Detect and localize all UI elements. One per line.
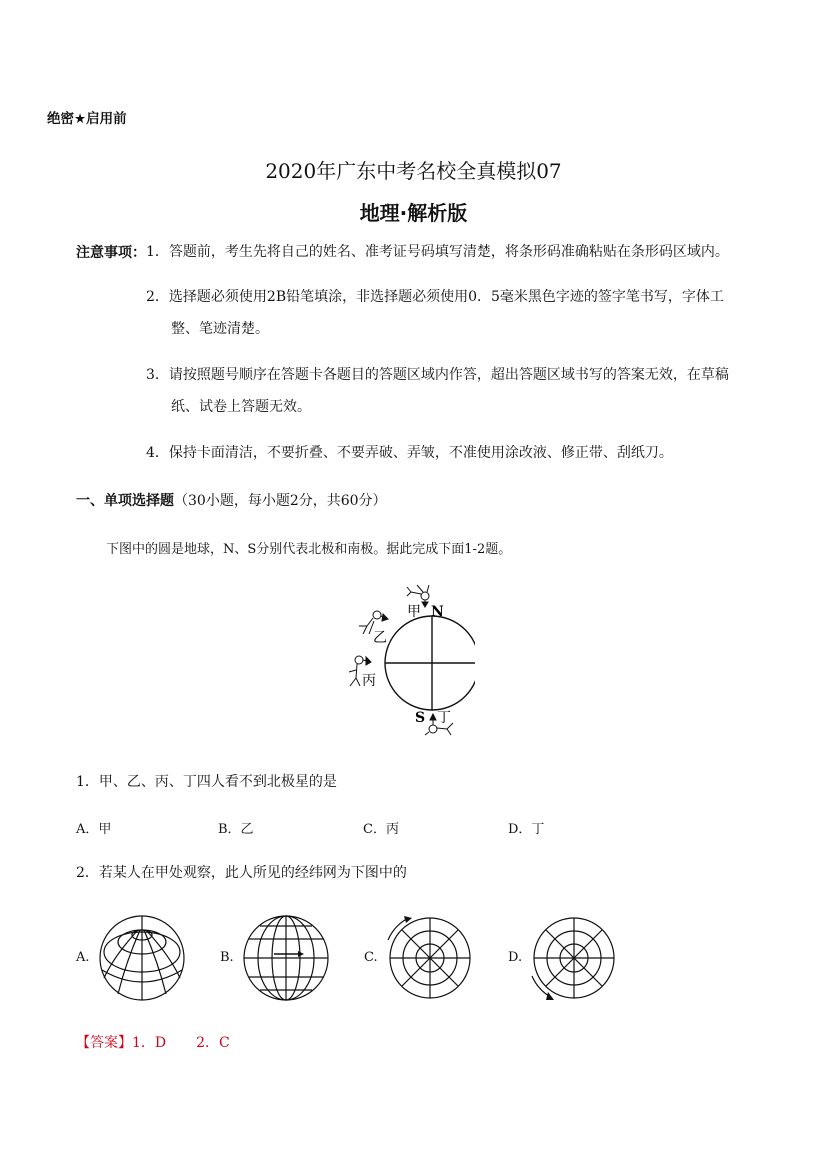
note-item-1: 1．答题前，考生先将自己的姓名、准考证号码填写清楚，将条形码准确粘贴在条形码区域内。: [146, 244, 729, 260]
globe-option-c: [384, 912, 476, 1004]
globe-option-a: [96, 912, 188, 1004]
earth-observer-figure: [345, 582, 475, 737]
label-south: S: [415, 710, 426, 726]
note-item-2-cont: 整、笔迹清楚。: [171, 321, 269, 337]
note-item-3: 3．请按照题号顺序在答题卡各题目的答题区域内作答，超出答题区域书写的答案无效，在草稿: [146, 367, 729, 383]
question-1-stem: 1．甲、乙、丙、丁四人看不到北极星的是: [76, 774, 337, 790]
label-yi: 乙: [373, 630, 387, 646]
answer-item-2: 2．C: [196, 1035, 230, 1051]
answer-line: [76, 1032, 230, 1052]
notes-label: 注意事项：: [76, 245, 146, 261]
section-title: 一、单项选择题: [76, 493, 174, 509]
question-2-option-d-label: D.: [508, 950, 523, 965]
question-1-option-b: B．乙: [218, 822, 254, 837]
globe-option-b: [240, 912, 332, 1004]
answer-item-1: 1．D: [132, 1035, 167, 1051]
section-detail: （30小题，每小题2分，共60分）: [174, 493, 387, 509]
question-1-option-a: A．甲: [76, 822, 112, 837]
question-2-stem: 2．若某人在甲处观察，此人所见的经纬网为下图中的: [76, 865, 407, 881]
label-north: N: [431, 604, 444, 620]
label-bing: 丙: [362, 673, 376, 689]
question-2-option-b-label: B.: [220, 950, 234, 965]
question-1-option-d: D．丁: [508, 822, 545, 837]
intro-text: 下图中的圆是地球，N、S分别代表北极和南极。据此完成下面1-2题。: [106, 542, 512, 557]
note-item-2: 2．选择题必须使用2B铅笔填涂，非选择题必须使用0．5毫米黑色字迹的签字笔书写，字体工: [146, 289, 724, 305]
page-subtitle: 地理·解析版: [359, 201, 468, 225]
question-1-option-c: C．丙: [363, 822, 399, 837]
question-2-option-a-label: A.: [76, 950, 90, 965]
page-title: 2020年广东中考名校全真模拟07: [265, 159, 562, 183]
globe-option-d: [528, 912, 620, 1004]
label-jia: 甲: [407, 604, 421, 620]
answer-label: 【答案】: [76, 1035, 132, 1051]
note-item-4: 4．保持卡面清洁，不要折叠、不要弄破、弄皱，不准使用涂改液、修正带、刮纸刀。: [146, 445, 673, 461]
secret-label: 绝密★启用前: [47, 111, 127, 127]
label-ding: 丁: [437, 710, 451, 726]
note-item-3-cont: 纸、试卷上答题无效。: [171, 399, 311, 415]
question-2-option-c-label: C.: [364, 950, 378, 965]
section-heading: [76, 490, 387, 510]
